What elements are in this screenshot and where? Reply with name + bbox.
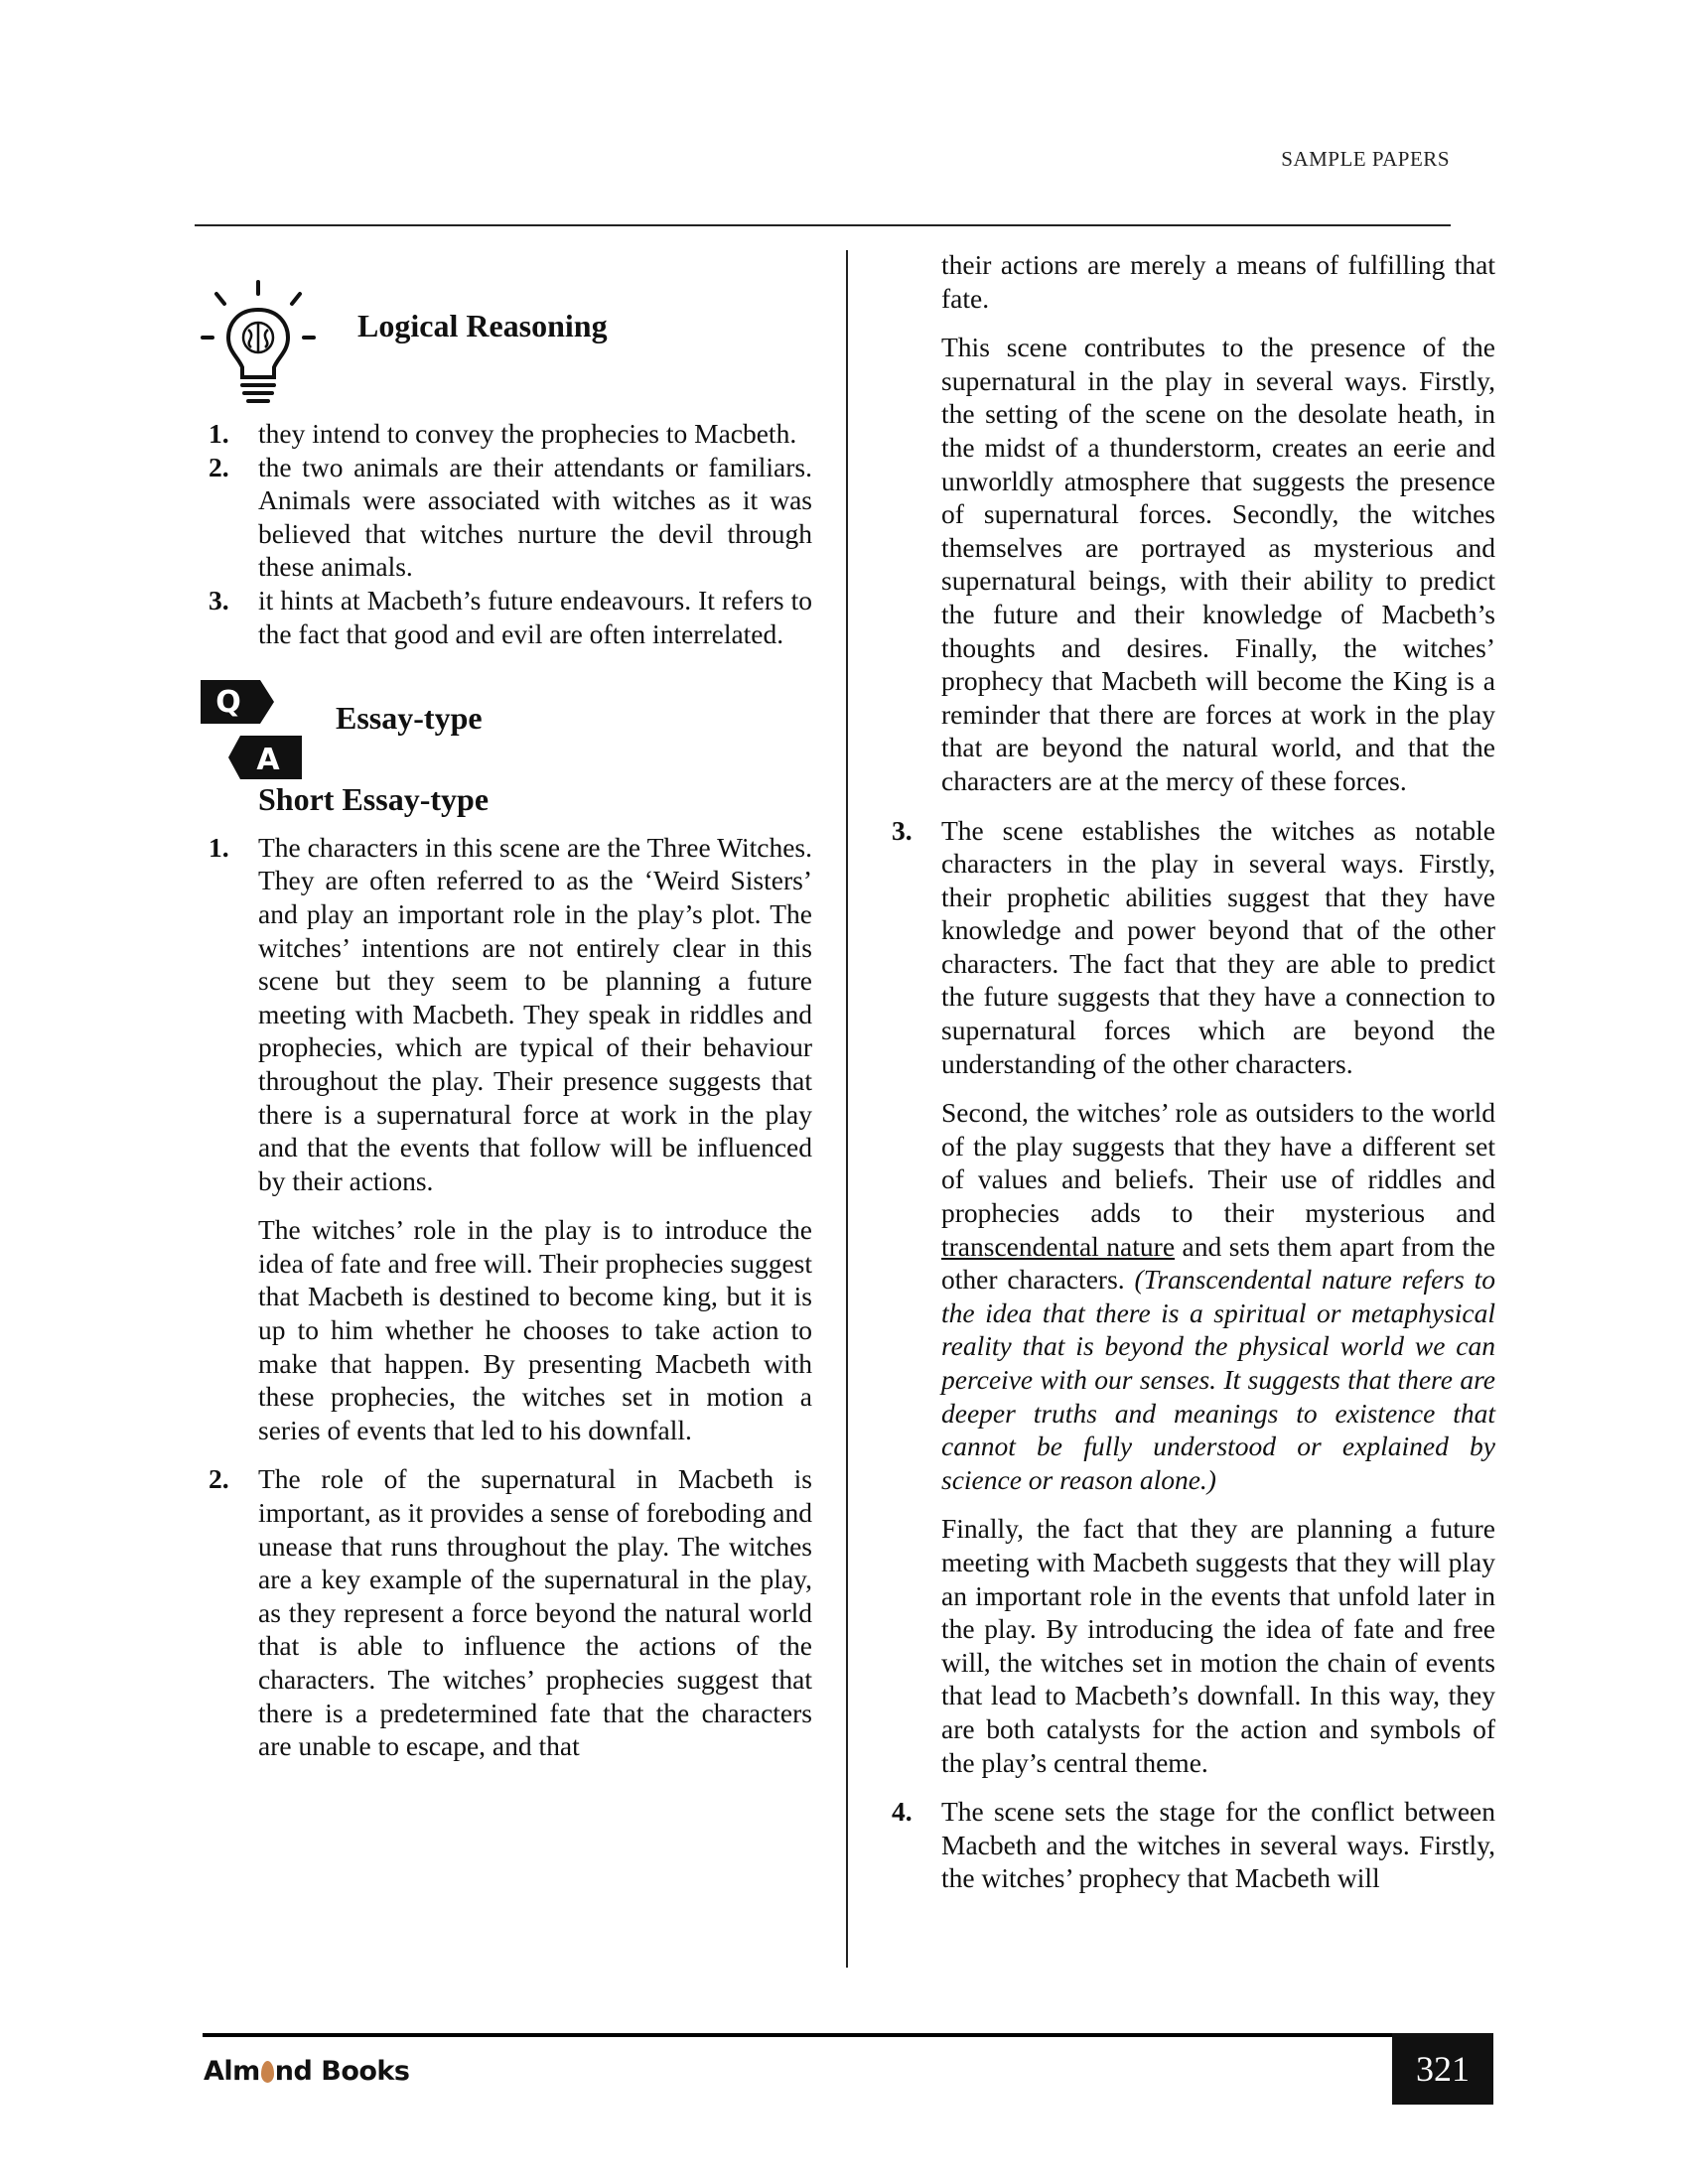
qa-icon-q-letter: Q bbox=[215, 685, 241, 721]
italic-definition: (Transcendental nature refers to the idea that there is a spiritual or metaphysical reality that is beyond the physical world we can perceive with our senses. It suggests that there are deeper truths and meanings to existence that cannot be fully understood or explained by science or reason alone.) bbox=[941, 1264, 1496, 1495]
essay-type-title: Essay-type bbox=[336, 700, 483, 737]
list-item bbox=[890, 1795, 1495, 1895]
item-number: 3. bbox=[209, 584, 229, 615]
logical-reasoning-header bbox=[199, 248, 812, 417]
logical-reasoning-title: Logical Reasoning bbox=[357, 308, 608, 343]
item-text: they intend to convey the prophecies to Macbeth. bbox=[258, 418, 797, 449]
running-header: SAMPLE PAPERS bbox=[1281, 147, 1450, 171]
left-column bbox=[199, 248, 812, 1763]
almond-seed-icon bbox=[261, 2061, 274, 2083]
answer-paragraph: The characters in this scene are the Three Witches. They are often referred to as the ‘Weird Sisters’ and play an important role in the play’s plot. The witches’ intentions are not entirely clear in this scene but they seem to be planning a future meeting with Macbeth. They speak in riddles and prophecies, which are typical of their behaviour throughout the play. Their presence suggests that there is a supernatural force at work in the play and that the events that follow will be influenced by their actions. bbox=[258, 831, 812, 1196]
short-essay-subtitle: Short Essay-type bbox=[258, 781, 490, 818]
answer-paragraph: Finally, the fact that they are planning a future meeting with Macbeth suggests that they will play an important role in the events that unfold later in the play. By introducing the idea of fate and free will, the witches set in motion the chain of events that lead to Macbeth’s downfall. In this way, they are both catalysts for the action and symbols of the play’s central theme. bbox=[941, 1513, 1495, 1778]
list-item bbox=[199, 584, 812, 650]
footer-rule bbox=[203, 2033, 1493, 2037]
list-item bbox=[199, 1462, 812, 1762]
lightbulb-brain-icon bbox=[199, 278, 318, 407]
header-rule bbox=[195, 224, 1451, 226]
answer-paragraph bbox=[941, 1096, 1495, 1496]
item-number: 3. bbox=[892, 814, 913, 846]
logo-text: Alm bbox=[204, 2056, 260, 2087]
logical-reasoning-list bbox=[199, 417, 812, 650]
underlined-term: transcendental nature bbox=[941, 1230, 1176, 1262]
paragraph-text: Second, the witches’ role as outsiders to the world of the play suggests that they have a different set of values and beliefs. Their use of riddles and prophecies adds to their mysterious and bbox=[941, 1097, 1495, 1229]
essay-type-header bbox=[199, 678, 812, 787]
answer-paragraph: The role of the supernatural in Macbeth is important, as it provides a sense of foreboding and unease that runs throughout the play. The witches are a key example of the supernatural in the play, as they represent a force beyond the natural world that is able to influence the actions of the characters. The witches’ prophecies suggest that there is a predetermined fate that the characters are unable to escape, and that bbox=[258, 1463, 812, 1762]
publisher-logo bbox=[204, 2056, 409, 2087]
answer-paragraph: their actions are merely a means of fulfilling that fate. bbox=[941, 249, 1495, 314]
item-number: 4. bbox=[892, 1796, 913, 1828]
item-number: 2. bbox=[209, 1463, 229, 1495]
logo-text: nd Books bbox=[274, 2056, 410, 2087]
short-essay-list-right bbox=[890, 248, 1495, 1895]
answer-paragraph: The scene sets the stage for the conflict between Macbeth and the witches in several ways. Firstly, the witches’ prophecy that Macbeth will bbox=[941, 1796, 1495, 1894]
item-number: 2. bbox=[209, 451, 229, 482]
page-number: 321 bbox=[1392, 2033, 1493, 2105]
item-text: the two animals are their attendants or familiars. Animals were associated with witches as it was believed that witches nurture the devil through these animals. bbox=[258, 451, 812, 583]
qa-icon-a-letter: A bbox=[256, 743, 280, 778]
qa-chat-icon bbox=[199, 678, 308, 787]
list-item bbox=[199, 417, 812, 451]
answer-paragraph: This scene contributes to the presence of the supernatural in the play in several ways. Firstly, the setting of the scene on the desolate heath, in the midst of a thunderstorm, creates an eerie and unworldly atmosphere that suggests the presence of supernatural forces. Secondly, the witches themselves are portrayed as mysterious and supernatural beings, with their ability to predict the future and their knowledge of Macbeth’s thoughts and desires. Finally, the witches’ prophecy that Macbeth will become the King is a reminder that there are forces at work in the play that are beyond the natural world, and that the characters are at the mercy of these forces. bbox=[941, 332, 1495, 796]
short-essay-list-left bbox=[199, 831, 812, 1763]
list-item bbox=[890, 814, 1495, 1780]
item-number: 1. bbox=[209, 831, 229, 863]
item-number: 1. bbox=[209, 418, 229, 449]
answer-paragraph: The witches’ role in the play is to introduce the idea of fate and free will. Their prophecies suggest that Macbeth is destined to become king, but it is up to him whether he chooses to take action to make that happen. By presenting Macbeth with these prophecies, the witches set in motion a series of events that led to his downfall. bbox=[258, 1214, 812, 1445]
paragraph-text: and sets them apart from the other characters. bbox=[941, 1230, 1495, 1296]
list-item bbox=[199, 451, 812, 584]
column-divider bbox=[846, 250, 848, 1968]
right-column bbox=[890, 248, 1495, 1895]
list-item-continued bbox=[890, 248, 1495, 798]
answer-paragraph: The scene establishes the witches as notable characters in the play in several ways. Firstly, their prophetic abilities suggest that they have knowledge and power beyond that of the other characters. The fact that they are able to predict the future suggests that they have a connection to supernatural forces which are beyond the understanding of the other characters. bbox=[941, 814, 1495, 1079]
item-text: it hints at Macbeth’s future endeavours. It refers to the fact that good and evil are often interrelated. bbox=[258, 584, 812, 649]
list-item bbox=[199, 831, 812, 1447]
